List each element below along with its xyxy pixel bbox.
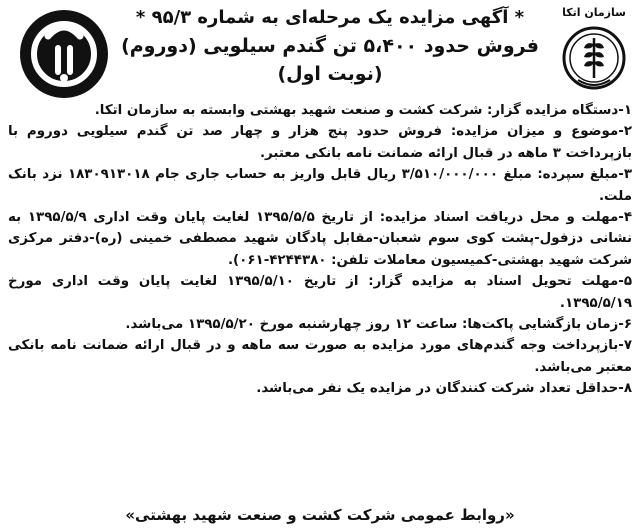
notice-item: ۱-دستگاه مزایده گزار: شرکت کشت و صنعت شهید بهشتی وابسته به سازمان اتکا. (94, 103, 632, 118)
brand-logo (18, 8, 110, 100)
notice-footer: «روابط عمومی شرکت کشت و صنعت شهید بهشتی» (125, 506, 515, 524)
notice-header (0, 4, 640, 104)
notice-item: ۵-مهلت تحویل اسناد به مزایده گزار: از تاریخ ۱۳۹۵/۵/۱۰ لغایت پایان وقت اداری مورخ ۱۳۹۵/۵/۱۹. (8, 274, 633, 311)
org-logo (556, 6, 632, 96)
brand-mark-icon (18, 8, 110, 100)
org-logo-text: سازمان اتکا (562, 6, 626, 19)
notice-item: ۶-زمان بازگشایی پاکت‌ها: ساعت ۱۲ روز چهارشنبه مورخ ۱۳۹۵/۵/۲۰ می‌باشد. (125, 317, 632, 333)
notice-body (8, 100, 632, 400)
notice-item: ۷-بازپرداخت وجه گندم‌های مورد مزایده به صورت سه ماهه و در قبال ارائه ضمانت نامه بانکی معتبر می‌باشد. (8, 338, 632, 375)
notice-item: ۳-مبلغ سپرده: مبلغ ۳/۵۱۰/۰۰۰/۰۰۰ ریال قابل واریز به حساب جاری جام ۱۸۳۰۹۱۳۰۱۸ نزد بانک ملت. (8, 167, 632, 204)
title-line: (نوبت اول) (277, 63, 383, 85)
title-line: فروش حدود ۵،۴۰۰ تن گندم سیلویی (دوروم) (121, 35, 539, 57)
notice-title (120, 4, 540, 88)
notice-item: ۸-حداقل تعداد شرکت کنندگان در مزایده یک نفر می‌باشد. (256, 381, 632, 397)
notice-item: ۴-مهلت و محل دریافت اسناد مزایده: از تاریخ ۱۳۹۵/۵/۵ لغایت پایان وقت اداری ۱۳۹۵/۵/۹ به نشانی دزفول-پشت کوی سوم شعبان-مقابل پادگان شهید مصطفی خمینی (ره)-دفتر مرکزی شرکت شهید بهشتی-کمیسیون معاملات تلفن: ۴۲۴۴۳۸۰-۰۶۱). (8, 210, 633, 268)
wheat-emblem-icon (556, 6, 632, 96)
title-line: * آگهی مزایده یک مرحله‌ای به شماره ۹۵/۳ * (135, 7, 525, 28)
notice-item: ۲-موضوع و میزان مزایده: فروش حدود پنج هزار و چهار صد تن گندم سیلویی دوروم با بازپرداخت ۳ ماهه در قبال ارائه ضمانت نامه بانکی معتبر. (8, 124, 632, 161)
